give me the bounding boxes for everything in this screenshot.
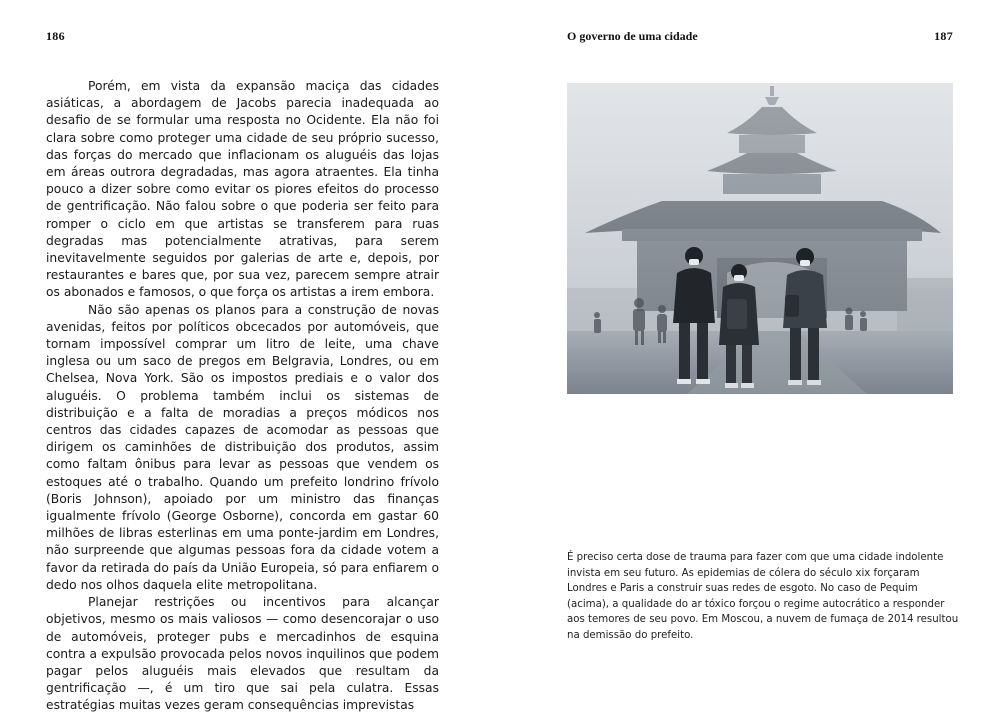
paragraph-1: Porém, em vista da expansão maciça das cidades asiáticas, a abordagem de Jacobs parecia inadequada ao desafio de se formular uma resposta no Ocidente. Ela não foi clara sobre como proteger uma cidade de seu próprio sucesso, das forças do mercado que inflacionam os aluguéis das lojas em áreas outrora degradadas, mas agora atraentes. Ela tinha pouco a dizer sobre como evitar os piores efeitos do processo de gentrificação. Não falou sobre o que poderia ser feito para romper o ciclo em que artistas se transferem para ruas degradas mas potencialmente atrativas, para serem inevitavelmente seguidos por galerias de arte e, depois, por restaurantes e bares que, por sua vez, parecem sempre atrair os abonados e famosos, o que força os artistas a irem embora. (46, 79, 439, 300)
smog-temple-photo (567, 83, 953, 394)
photo-caption: É preciso certa dose de trauma para fazer com que uma cidade indolente invista em seu futuro. As epidemias de cólera do século xix forçaram Londres e Paris a construir suas redes de esgoto. No caso de Pequim (acima), a qualidade do ar tóxico forçou o regime autocrático a responder aos temores de seu povo. Em Moscou, a nuvem de fumaça de 2014 resultou na demissão do prefeito. (567, 552, 959, 641)
paragraph-3: Planejar restrições ou incentivos para alcançar objetivos, mesmo os mais valiosos — como desencorajar o uso de automóveis, proteger pubs e mercadinhos de esquina contra a expulsão provocada pelos novos inquilinos que podem pagar pelos aluguéis mais elevados que resultam da gentrificação —, é um tiro que sai pela culatra. Essas estratégias muitas vezes geram consequências imprevistas (46, 595, 439, 713)
body-text (46, 78, 439, 715)
left-page (0, 0, 500, 713)
paragraph-2: Não são apenas os planos para a construção de novas avenidas, feitos por políticos obcecados por automóveis, que tornam impossível comprar um litro de leite, uma chave inglesa ou um saco de pregos em Belgravia, Londres, ou em Chelsea, Nova York. São os impostos prediais e o valor dos aluguéis. O problema também inclui os sistemas de distribuição e a falta de moradias a preços módicos nos centros das cidades capazes de acomodar as pessoas que dirigem os caminhões de distribuição dos produtos, assim como faltam ônibus para levar as pessoas que vendem os estoques até o trabalho. Quando um prefeito londrino frívolo (Boris Johnson), apoiado por um ministro das finanças igualmente frívolo (George Osborne), concorda em gastar 60 milhões de libras esterlinas em uma ponte-jardim em Londres, não surpreende que algumas pessoas fora da cidade votem a favor da retirada do país da União Europeia, só para enfiarem o dedo nos olhos daquela elite metropolitana. (46, 302, 439, 592)
page-number-left: 186 (46, 29, 65, 43)
running-head: O governo de uma cidade (567, 29, 698, 43)
page-number-right: 187 (934, 29, 953, 43)
right-page (500, 0, 1000, 700)
